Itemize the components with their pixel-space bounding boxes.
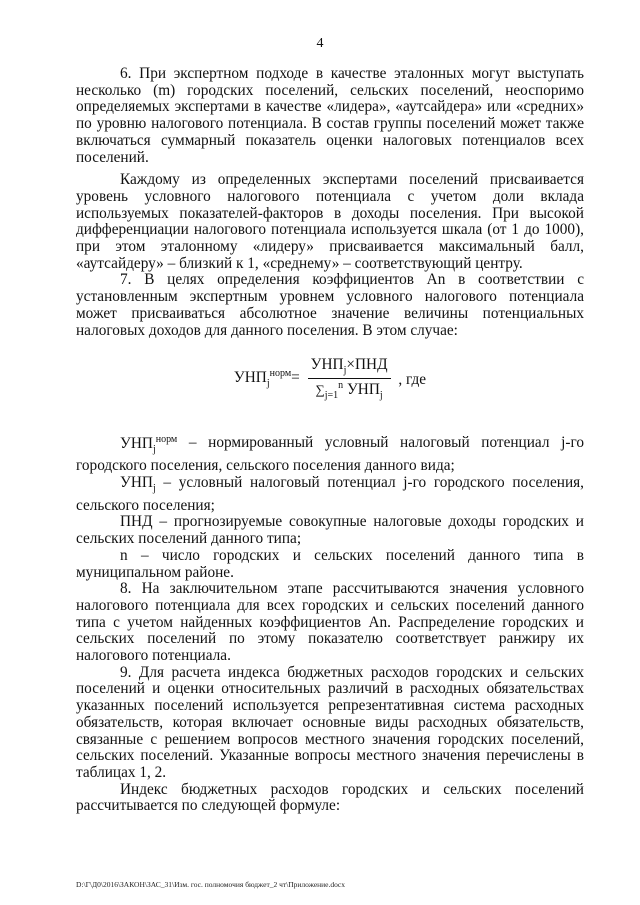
formula-lhs: $УНП_j^{норм}=$ <box>233 368 300 390</box>
document-body <box>76 66 584 815</box>
page-number: 4 <box>316 36 324 51</box>
definition-unp-norm: $УНП_j^{норм}$ – нормированный условный налоговый потенциал j-го городского поселения, сельского поселения данного вида; <box>76 433 584 475</box>
file-path-footer: D:\Г\Д0\2016\ЗАКОН\ЗАС_31\Изм. гос. полномочия бюджет_2 чт\Приложение.docx <box>76 880 345 889</box>
formula-tail: , где <box>398 370 427 388</box>
paragraph-8: 8. На заключительном этапе рассчитываются значения условного налогового потенциала для всех городских и сельских поселений данного типа с учетом найденных коэффициентов Аn. Распределение городских и сельских поселений по этому показателю соответствует ранжиру их налогового потенциала. <box>76 580 584 665</box>
definition-pnd: ПНД – прогнозируемые совокупные налоговые доходы городских и сельских поселений данного типа; <box>76 513 584 548</box>
paragraph-index-formula-intro: Индекс бюджетных расходов городских и сельских поселений рассчитывается по следующей формуле: <box>76 780 584 815</box>
definition-n: n – число городских и сельских поселений данного типа в муниципальном районе. <box>76 546 584 581</box>
formula-fraction <box>308 357 391 401</box>
formula-normalized-potential <box>76 357 584 401</box>
paragraph-expert-scale: Каждому из определенных экспертами поселений присваивается уровень условного налогового потенциала с учетом доли вклада используемых показателей-факторов в доходы поселения. При высокой дифференциации налогового потенциала используется шкала (от 1 до 1000), при этом эталонному «лидеру» присваивается максимальный балл, «аутсайдеру» – близкий к 1, «среднему» – соответствующий центру. <box>76 171 584 272</box>
formula-numerator: $УНП_j\times ПНД$ <box>308 357 391 379</box>
paragraph-9: 9. Для расчета индекса бюджетных расходов городских и сельских поселений и оценки относительных различий в расходных обязательствах указанных поселений используется репрезентативная система расходных обязательств, которая включает основные виды расходных обязательств, связанные с решением вопросов местного значения городских поселений, сельских поселений. Указанные вопросы местного значения перечислены в таблицах 1, 2. <box>76 663 584 781</box>
paragraph-7: 7. В целях определения коэффициентов Аn в соответствии с установленным экспертным уровнем условного налогового потенциала может присваиваться абсолютное значение величины потенциальных налоговых доходов для данного поселения. В этом случае: <box>76 271 584 339</box>
paragraph-6: 6. При экспертном подходе в качестве эталонных могут выступать несколько (m) городских поселений, сельских поселений, неоспоримо определяемых экспертами в качестве «лидера», «аутсайдера» или «средних» по уровню налогового потенциала. В состав группы поселений может также включаться суммарный показатель оценки налоговых потенциалов всех поселений. <box>76 65 584 166</box>
formula-denominator: $\sum_{j=1}^n$ $УНП_j$ <box>315 380 383 402</box>
definition-unp: $УНП_j$ – условный налоговый потенциал j-го городского поселения, сельского поселения; <box>76 473 584 514</box>
